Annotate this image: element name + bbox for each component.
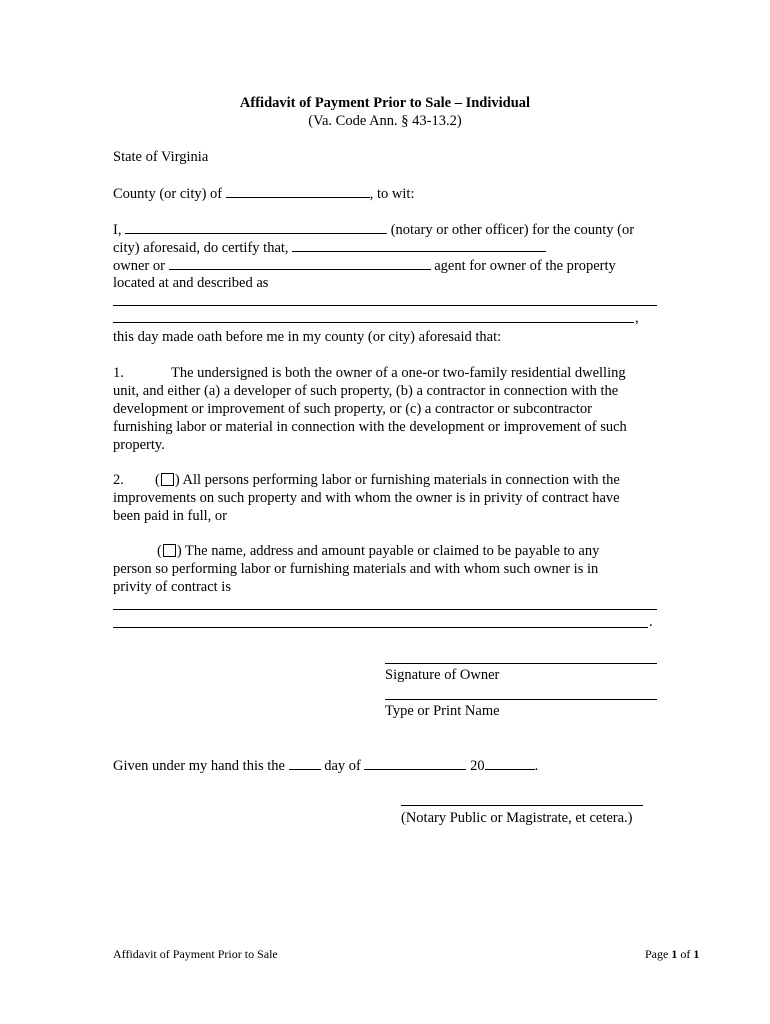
cert-l3-suffix: agent for owner of the property [434,258,616,274]
given-day-of: day of [324,758,361,774]
para1-line: The undersigned is both the owner of a one-or two-family residential dwelling [171,365,626,381]
affiant-name-blank[interactable] [292,238,546,252]
property-comma: , [635,310,639,326]
county-line [113,184,414,203]
state-line: State of Virginia [113,149,209,165]
day-blank[interactable] [289,756,321,770]
of-label: of [680,947,691,961]
property-description-line-2[interactable] [113,322,634,323]
para2-option2 [157,542,599,560]
county-blank[interactable] [226,184,370,198]
option2-text: ) The name, address and amount payable or claimed to be payable to any [176,543,600,559]
payee-period: . [649,614,653,630]
cert-l1-prefix: I, [113,222,122,238]
given-period: . [534,758,539,774]
agent-blank[interactable] [169,256,431,270]
notary-signature-line[interactable] [401,805,643,806]
oath-line: this day made oath before me in my county (or city) aforesaid that: [113,329,502,345]
county-suffix: , to wit: [369,186,415,202]
cert-line-1 [113,220,634,239]
para1-number: 1. [113,365,124,381]
para1-line: property. [113,437,165,453]
amount-payable-checkbox[interactable] [163,544,176,557]
para1-line: furnishing labor or material in connection with the development or improvement of such [113,419,627,435]
given-year-prefix: 20 [470,758,485,774]
cert-line-3 [113,256,616,275]
option2-paren: ( [157,543,162,559]
notary-label: (Notary Public or Magistrate, et cetera.) [401,810,633,826]
county-label: County (or city) of [113,186,223,202]
month-blank[interactable] [364,756,466,770]
payee-details-line-2[interactable] [113,627,648,628]
para2-option1 [155,471,620,489]
total-pages: 1 [693,947,700,961]
print-name-line[interactable] [385,699,657,700]
option1-line: been paid in full, or [113,508,227,524]
footer-title: Affidavit of Payment Prior to Sale [113,947,278,961]
para1-line: development or improvement of such property, or (c) a contractor or subcontractor [113,401,592,417]
owner-signature-line[interactable] [385,663,657,664]
signature-of-owner-label: Signature of Owner [385,667,500,683]
property-description-line-1[interactable] [113,305,657,306]
year-blank[interactable] [485,756,535,770]
cert-l1-suffix: (notary or other officer) for the county (or [390,222,635,238]
para1-line: unit, and either (a) a developer of such property, (b) a contractor in connection with the [113,383,619,399]
document-subtitle: (Va. Code Ann. § 43-13.2) [308,113,462,129]
current-page: 1 [671,947,678,961]
paid-in-full-checkbox[interactable] [161,473,174,486]
given-under-hand-line [113,756,538,775]
cert-line-2 [113,238,546,257]
option1-text: ) All persons performing labor or furnishing materials in connection with the [174,472,620,488]
para2-number: 2. [113,472,124,488]
payee-details-line-1[interactable] [113,609,657,610]
cert-l3-prefix: owner or [113,258,165,274]
option1-line: improvements on such property and with whom the owner is in privity of contract have [113,490,620,506]
given-prefix: Given under my hand this the [113,758,285,774]
page-number [645,945,699,963]
page-label: Page [645,947,669,961]
cert-l2-prefix: city) aforesaid, do certify that, [113,240,289,256]
option2-line: privity of contract is [113,579,231,595]
option2-line: person so performing labor or furnishing materials and with whom such owner is in [113,561,599,577]
document-title: Affidavit of Payment Prior to Sale – Individual [239,95,531,111]
officer-name-blank[interactable] [125,220,387,234]
cert-line-4: located at and described as [113,275,269,291]
option1-paren: ( [155,472,160,488]
type-or-print-name-label: Type or Print Name [385,703,500,719]
